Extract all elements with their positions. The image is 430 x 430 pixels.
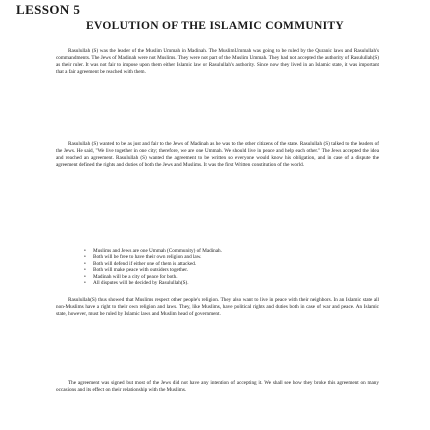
bullet-icon: • — [84, 260, 86, 267]
list-item-text: Both will be free to have their own religion and law. — [93, 254, 202, 261]
list-item — [84, 280, 364, 286]
chapter-title: EVOLUTION OF THE ISLAMIC COMMUNITY — [86, 20, 344, 32]
agreement-terms-list — [84, 248, 364, 286]
bullet-icon: • — [84, 267, 86, 274]
paragraph-intro: Rasulullah (S) was the leader of the Muslim Ummah in Madinah. The MuslimUmmah was going to be ruled by the Quranic laws and Rasulullah's commandments. The Jews of Madinah were not Muslims. They were not part of the Muslim Ummah. They had not accepted the authority of Rasulullah(S) as their ruler. It was not fair to impose upon them either Islamic law or Rasulullah's authority. Since now they lived in an Islamic state, it was important that a fair agreement be reached with them. — [56, 48, 379, 75]
list-item-text: All disputes will be decided by Rasulullah(S). — [93, 280, 189, 287]
list-item-text: Both will make peace with outsiders together. — [93, 267, 188, 274]
bullet-icon: • — [84, 248, 86, 254]
list-item-text: Both will defend if either one of them is attacked. — [93, 260, 197, 267]
bullet-icon: • — [84, 254, 86, 261]
paragraph-religious-respect: Rasulullah(S) thus showed that Muslims respect other people's religion. They also want to live in peace with their neighbors. In an Islamic state all non-Muslims have a right to their own religion and laws. They, like Muslims, have political rights and duties both in case of war and peace. An Islamic state, however, must be ruled by Islamic laws and Muslim head of government. — [56, 297, 379, 317]
bullet-icon: • — [84, 280, 86, 287]
list-item-text: Madinah will be a city of peace for both. — [93, 273, 178, 280]
list-item-text: Muslims and Jews are one Ummah (Community) of Madinah. — [93, 248, 222, 254]
paragraph-agreement: Rasulullah (S) wanted to be as just and fair to the Jews of Madinah as he was to the other citizens of the state. Rasulullah (S) talked to the leaders of the Jews. He said, "We live together in one city; therefore, we are one Ummah. We should live in peace and help each other." The Jews accepted the idea and reached an agreement. Rasulullah (S) wanted the agreement to be written so everyone would know his obligation, and in case of a dispute the agreement defined the rights and duties of both the Jews and Muslims. It was the first Written constitution of the world. — [56, 141, 379, 168]
lesson-label: LESSON 5 — [16, 2, 81, 17]
paragraph-broken-agreement: The agreement was signed but most of the Jews did not have any intention of accepting it. We shall see how they broke this agreement on many occasions and its effect on their relationship with the Muslims. — [56, 380, 379, 393]
bullet-icon: • — [84, 273, 86, 280]
